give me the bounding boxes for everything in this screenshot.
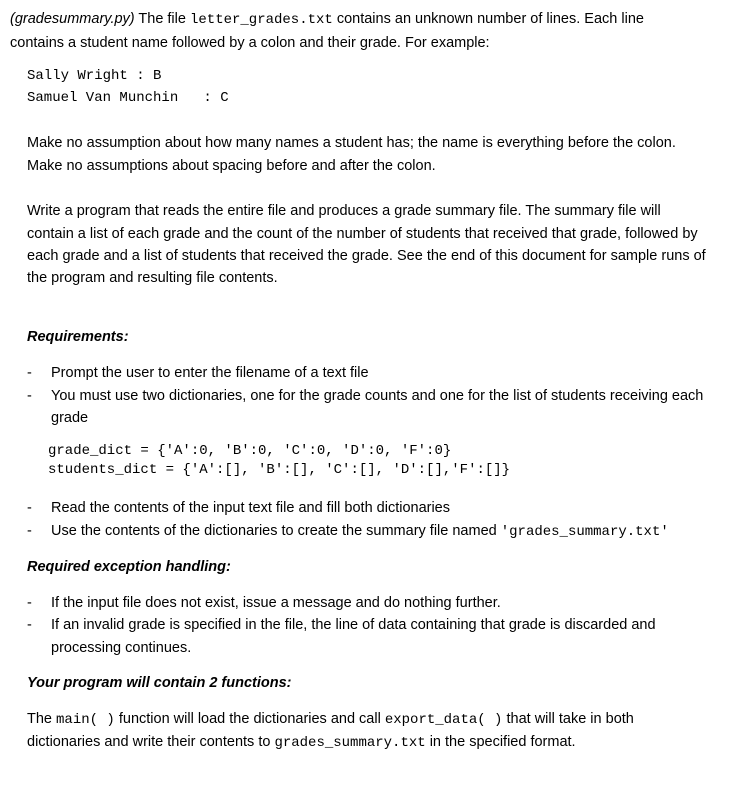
summary-filename-code: 'grades_summary.txt' xyxy=(500,524,669,540)
functions-line-2 xyxy=(27,731,576,754)
output-filename-code: grades_summary.txt xyxy=(274,735,426,751)
functions-text-a: The xyxy=(27,711,57,727)
requirement-item-4 xyxy=(51,520,669,543)
requirement-item-1: Prompt the user to enter the filename of a text file xyxy=(51,365,369,381)
functions-text-b: function will load the dictionaries and call xyxy=(114,711,385,727)
code-grade-dict: grade_dict = {'A':0, 'B':0, 'C':0, 'D':0, 'F':0} xyxy=(48,443,452,459)
requirement-item-2-cont: grade xyxy=(51,410,89,426)
task-line-3: each grade and a list of students that received the grade. See the end of this document for sample runs of xyxy=(27,248,706,264)
code-students-dict: students_dict = {'A':[], 'B':[], 'C':[], 'D':[],'F':[]} xyxy=(48,462,511,478)
bullet-dash: - xyxy=(27,523,32,539)
functions-heading: Your program will contain 2 functions: xyxy=(27,675,292,691)
example-line-1: Sally Wright : B xyxy=(27,68,162,84)
bullet-dash: - xyxy=(27,617,32,633)
intro-line-2: contains a student name followed by a colon and their grade. For example: xyxy=(10,35,490,51)
requirement-item-4-text: Use the contents of the dictionaries to create the summary file named xyxy=(51,523,501,539)
exception-item-2: If an invalid grade is specified in the file, the line of data containing that grade is discarded and xyxy=(51,617,656,633)
example-line-2: Samuel Van Munchin : C xyxy=(27,90,229,106)
export-function-code: export_data( ) xyxy=(384,712,503,728)
bullet-dash: - xyxy=(27,365,32,381)
input-filename-code: letter_grades.txt xyxy=(189,12,333,28)
exception-item-1: If the input file does not exist, issue a message and do nothing further. xyxy=(51,595,501,611)
task-line-1: Write a program that reads the entire file and produces a grade summary file. The summary file will xyxy=(27,203,661,219)
task-line-4: the program and resulting file contents. xyxy=(27,270,278,286)
requirement-item-3: Read the contents of the input text file and fill both dictionaries xyxy=(51,500,450,516)
bullet-dash: - xyxy=(27,388,32,404)
intro-text-a: The file xyxy=(134,11,190,27)
filename-italic: (gradesummary.py) xyxy=(10,11,135,27)
exceptions-heading: Required exception handling: xyxy=(27,559,231,575)
main-function-code: main( ) xyxy=(56,712,115,728)
functions-text-d: dictionaries and write their contents to xyxy=(27,734,275,750)
requirement-item-2: You must use two dictionaries, one for the grade counts and one for the list of students receiving each xyxy=(51,388,704,404)
exception-item-2-cont: processing continues. xyxy=(51,640,192,656)
intro-text-b: contains an unknown number of lines. Each line xyxy=(332,11,644,27)
bullet-dash: - xyxy=(27,500,32,516)
intro-line-1 xyxy=(10,8,644,31)
functions-text-e: in the specified format. xyxy=(425,734,576,750)
requirements-heading: Requirements: xyxy=(27,329,129,345)
functions-text-c: that will take in both xyxy=(502,711,634,727)
assumption-line-1: Make no assumption about how many names a student has; the name is everything before the colon. xyxy=(27,135,676,151)
assumption-line-2: Make no assumptions about spacing before and after the colon. xyxy=(27,158,436,174)
task-line-2: contain a list of each grade and the count of the number of students that received that grade, followed by xyxy=(27,226,698,242)
bullet-dash: - xyxy=(27,595,32,611)
functions-line-1 xyxy=(27,708,634,731)
